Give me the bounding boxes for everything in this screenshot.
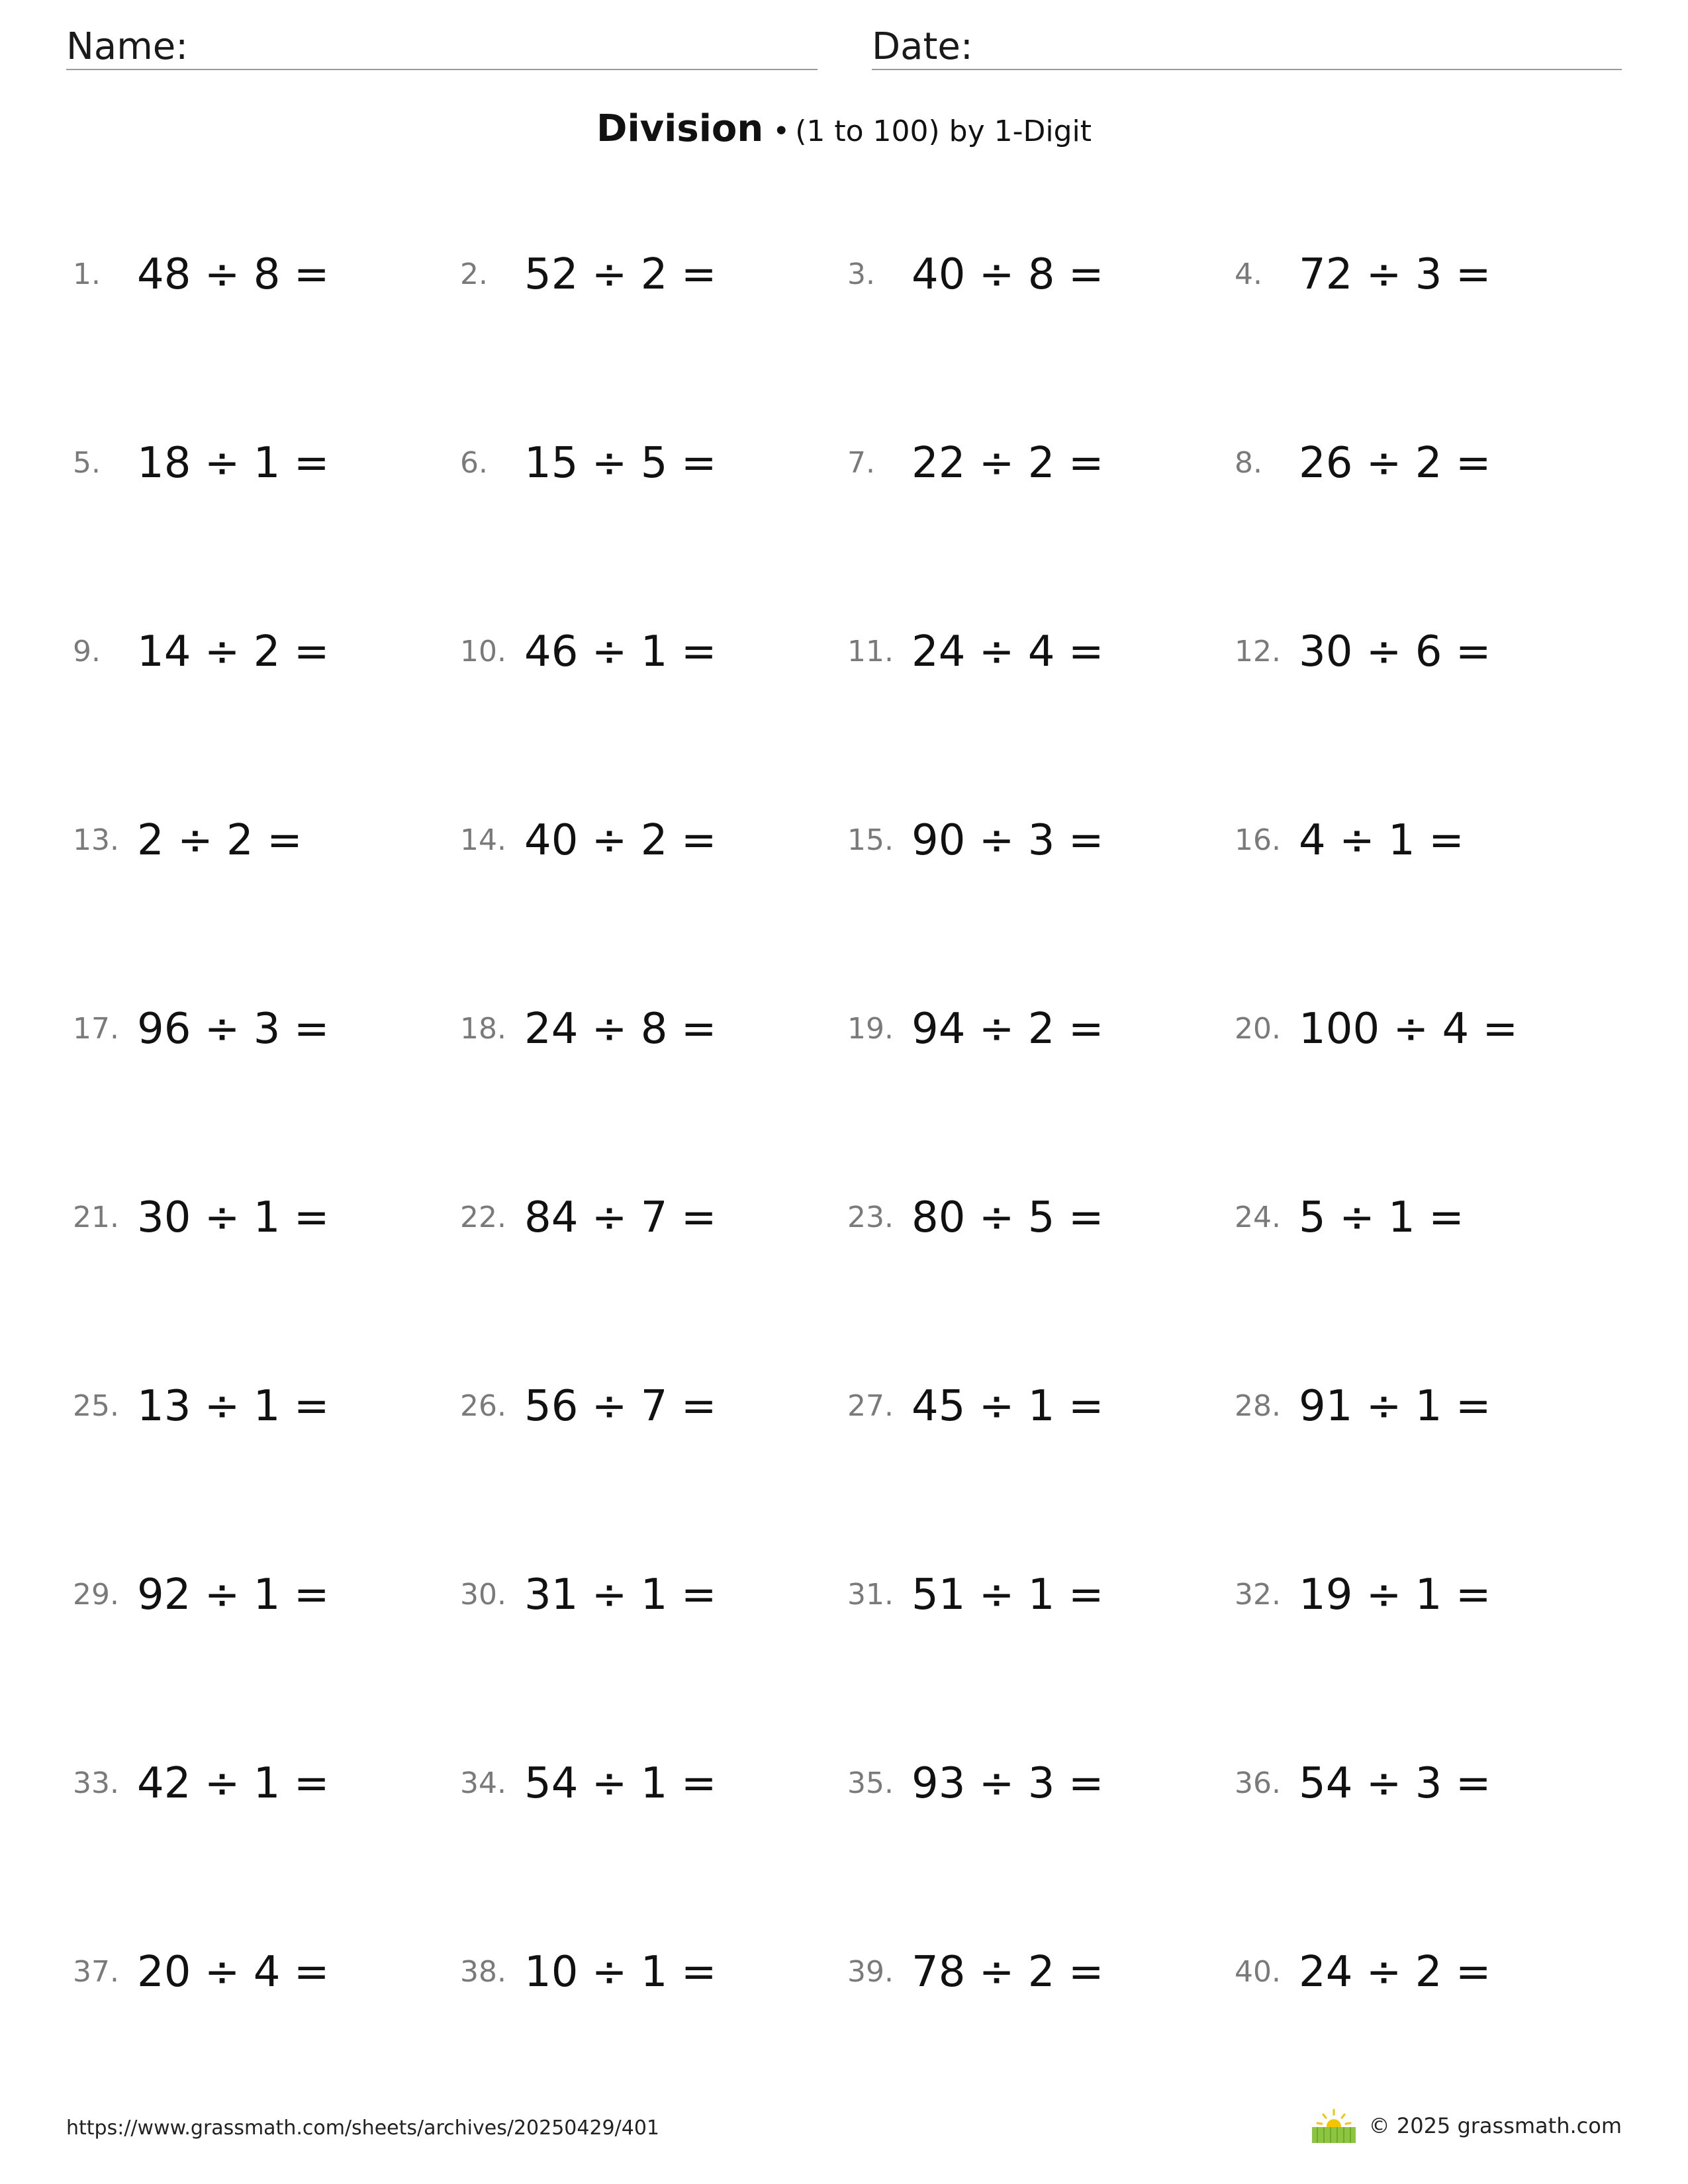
footer-copyright: © 2025 grassmath.com bbox=[1368, 2113, 1622, 2138]
problem-expression: 40 ÷ 8 = bbox=[912, 250, 1104, 299]
header-fields bbox=[66, 25, 1622, 71]
problem-number: 13. bbox=[73, 823, 119, 857]
worksheet-title bbox=[0, 106, 1688, 155]
problem-number: 14. bbox=[460, 823, 506, 857]
problem-expression: 19 ÷ 1 = bbox=[1299, 1570, 1491, 1619]
problem-expression: 51 ÷ 1 = bbox=[912, 1570, 1104, 1619]
problem-number: 29. bbox=[73, 1578, 119, 1612]
problem-expression: 4 ÷ 1 = bbox=[1299, 816, 1464, 865]
problem-expression: 42 ÷ 1 = bbox=[137, 1759, 330, 1808]
problem-expression: 48 ÷ 8 = bbox=[137, 250, 330, 299]
problem-expression: 24 ÷ 4 = bbox=[912, 627, 1104, 676]
problem-expression: 24 ÷ 2 = bbox=[1299, 1948, 1491, 1997]
problem-expression: 93 ÷ 3 = bbox=[912, 1759, 1104, 1808]
problem-row bbox=[73, 1565, 1628, 1754]
problem-number: 31. bbox=[847, 1578, 894, 1612]
problem-expression: 54 ÷ 3 = bbox=[1299, 1759, 1491, 1808]
problem-number: 15. bbox=[847, 823, 894, 857]
problem-expression: 13 ÷ 1 = bbox=[137, 1382, 330, 1431]
problem-expression: 24 ÷ 8 = bbox=[524, 1005, 717, 1054]
name-label: Name: bbox=[66, 25, 189, 68]
problem-number: 17. bbox=[73, 1012, 119, 1046]
problem-number: 5. bbox=[73, 446, 101, 480]
problem-number: 27. bbox=[847, 1389, 894, 1423]
problem-expression: 54 ÷ 1 = bbox=[524, 1759, 717, 1808]
problem-number: 8. bbox=[1235, 446, 1262, 480]
problem-expression: 30 ÷ 1 = bbox=[137, 1193, 330, 1242]
problem-grid bbox=[73, 245, 1628, 2131]
problem-row bbox=[73, 245, 1628, 433]
problem-number: 4. bbox=[1235, 257, 1262, 291]
problem-number: 6. bbox=[460, 446, 488, 480]
problem-row bbox=[73, 1942, 1628, 2131]
problem-expression: 30 ÷ 6 = bbox=[1299, 627, 1491, 676]
title-separator: • bbox=[773, 114, 790, 148]
problem-expression: 2 ÷ 2 = bbox=[137, 816, 303, 865]
problem-expression: 78 ÷ 2 = bbox=[912, 1948, 1104, 1997]
name-field[interactable] bbox=[66, 25, 818, 70]
problem-number: 28. bbox=[1235, 1389, 1281, 1423]
problem-number: 36. bbox=[1235, 1766, 1281, 1800]
problem-row bbox=[73, 811, 1628, 999]
problem-number: 19. bbox=[847, 1012, 894, 1046]
problem-row bbox=[73, 433, 1628, 622]
problem-number: 3. bbox=[847, 257, 875, 291]
problem-expression: 10 ÷ 1 = bbox=[524, 1948, 717, 1997]
problem-expression: 22 ÷ 2 = bbox=[912, 439, 1104, 488]
problem-number: 16. bbox=[1235, 823, 1281, 857]
problem-number: 26. bbox=[460, 1389, 506, 1423]
problem-expression: 92 ÷ 1 = bbox=[137, 1570, 330, 1619]
problem-number: 18. bbox=[460, 1012, 506, 1046]
footer-url[interactable]: https://www.grassmath.com/sheets/archives/20250429/401 bbox=[66, 2116, 660, 2140]
sun-over-grass-icon bbox=[1311, 2107, 1357, 2144]
problem-number: 12. bbox=[1235, 635, 1281, 668]
problem-number: 10. bbox=[460, 635, 506, 668]
problem-expression: 46 ÷ 1 = bbox=[524, 627, 717, 676]
problem-number: 9. bbox=[73, 635, 101, 668]
problem-number: 25. bbox=[73, 1389, 119, 1423]
problem-number: 2. bbox=[460, 257, 488, 291]
problem-number: 37. bbox=[73, 1955, 119, 1989]
title-main: Division bbox=[596, 107, 764, 150]
problem-expression: 52 ÷ 2 = bbox=[524, 250, 717, 299]
problem-expression: 80 ÷ 5 = bbox=[912, 1193, 1104, 1242]
problem-number: 40. bbox=[1235, 1955, 1281, 1989]
problem-number: 38. bbox=[460, 1955, 506, 1989]
problem-expression: 20 ÷ 4 = bbox=[137, 1948, 330, 1997]
problem-expression: 26 ÷ 2 = bbox=[1299, 439, 1491, 488]
problem-number: 39. bbox=[847, 1955, 894, 1989]
problem-expression: 31 ÷ 1 = bbox=[524, 1570, 717, 1619]
problem-row bbox=[73, 1188, 1628, 1377]
title-subtitle: (1 to 100) by 1-Digit bbox=[795, 114, 1092, 148]
date-label: Date: bbox=[872, 25, 973, 68]
footer-brand bbox=[1311, 2106, 1622, 2146]
problem-expression: 91 ÷ 1 = bbox=[1299, 1382, 1491, 1431]
problem-expression: 56 ÷ 7 = bbox=[524, 1382, 717, 1431]
problem-number: 24. bbox=[1235, 1201, 1281, 1234]
problem-row bbox=[73, 1377, 1628, 1565]
date-field[interactable] bbox=[872, 25, 1622, 70]
problem-expression: 84 ÷ 7 = bbox=[524, 1193, 717, 1242]
problem-number: 11. bbox=[847, 635, 894, 668]
problem-expression: 90 ÷ 3 = bbox=[912, 816, 1104, 865]
problem-number: 7. bbox=[847, 446, 875, 480]
problem-number: 32. bbox=[1235, 1578, 1281, 1612]
problem-number: 23. bbox=[847, 1201, 894, 1234]
problem-expression: 72 ÷ 3 = bbox=[1299, 250, 1491, 299]
problem-row bbox=[73, 1754, 1628, 1942]
problem-expression: 14 ÷ 2 = bbox=[137, 627, 330, 676]
problem-expression: 15 ÷ 5 = bbox=[524, 439, 717, 488]
problem-expression: 45 ÷ 1 = bbox=[912, 1382, 1104, 1431]
problem-expression: 94 ÷ 2 = bbox=[912, 1005, 1104, 1054]
problem-expression: 18 ÷ 1 = bbox=[137, 439, 330, 488]
problem-expression: 100 ÷ 4 = bbox=[1299, 1005, 1519, 1054]
problem-number: 33. bbox=[73, 1766, 119, 1800]
problem-row bbox=[73, 622, 1628, 811]
problem-expression: 40 ÷ 2 = bbox=[524, 816, 717, 865]
problem-number: 35. bbox=[847, 1766, 894, 1800]
problem-row bbox=[73, 999, 1628, 1188]
problem-number: 34. bbox=[460, 1766, 506, 1800]
problem-expression: 96 ÷ 3 = bbox=[137, 1005, 330, 1054]
problem-number: 21. bbox=[73, 1201, 119, 1234]
problem-expression: 5 ÷ 1 = bbox=[1299, 1193, 1464, 1242]
problem-number: 30. bbox=[460, 1578, 506, 1612]
problem-number: 22. bbox=[460, 1201, 506, 1234]
problem-number: 20. bbox=[1235, 1012, 1281, 1046]
problem-number: 1. bbox=[73, 257, 101, 291]
